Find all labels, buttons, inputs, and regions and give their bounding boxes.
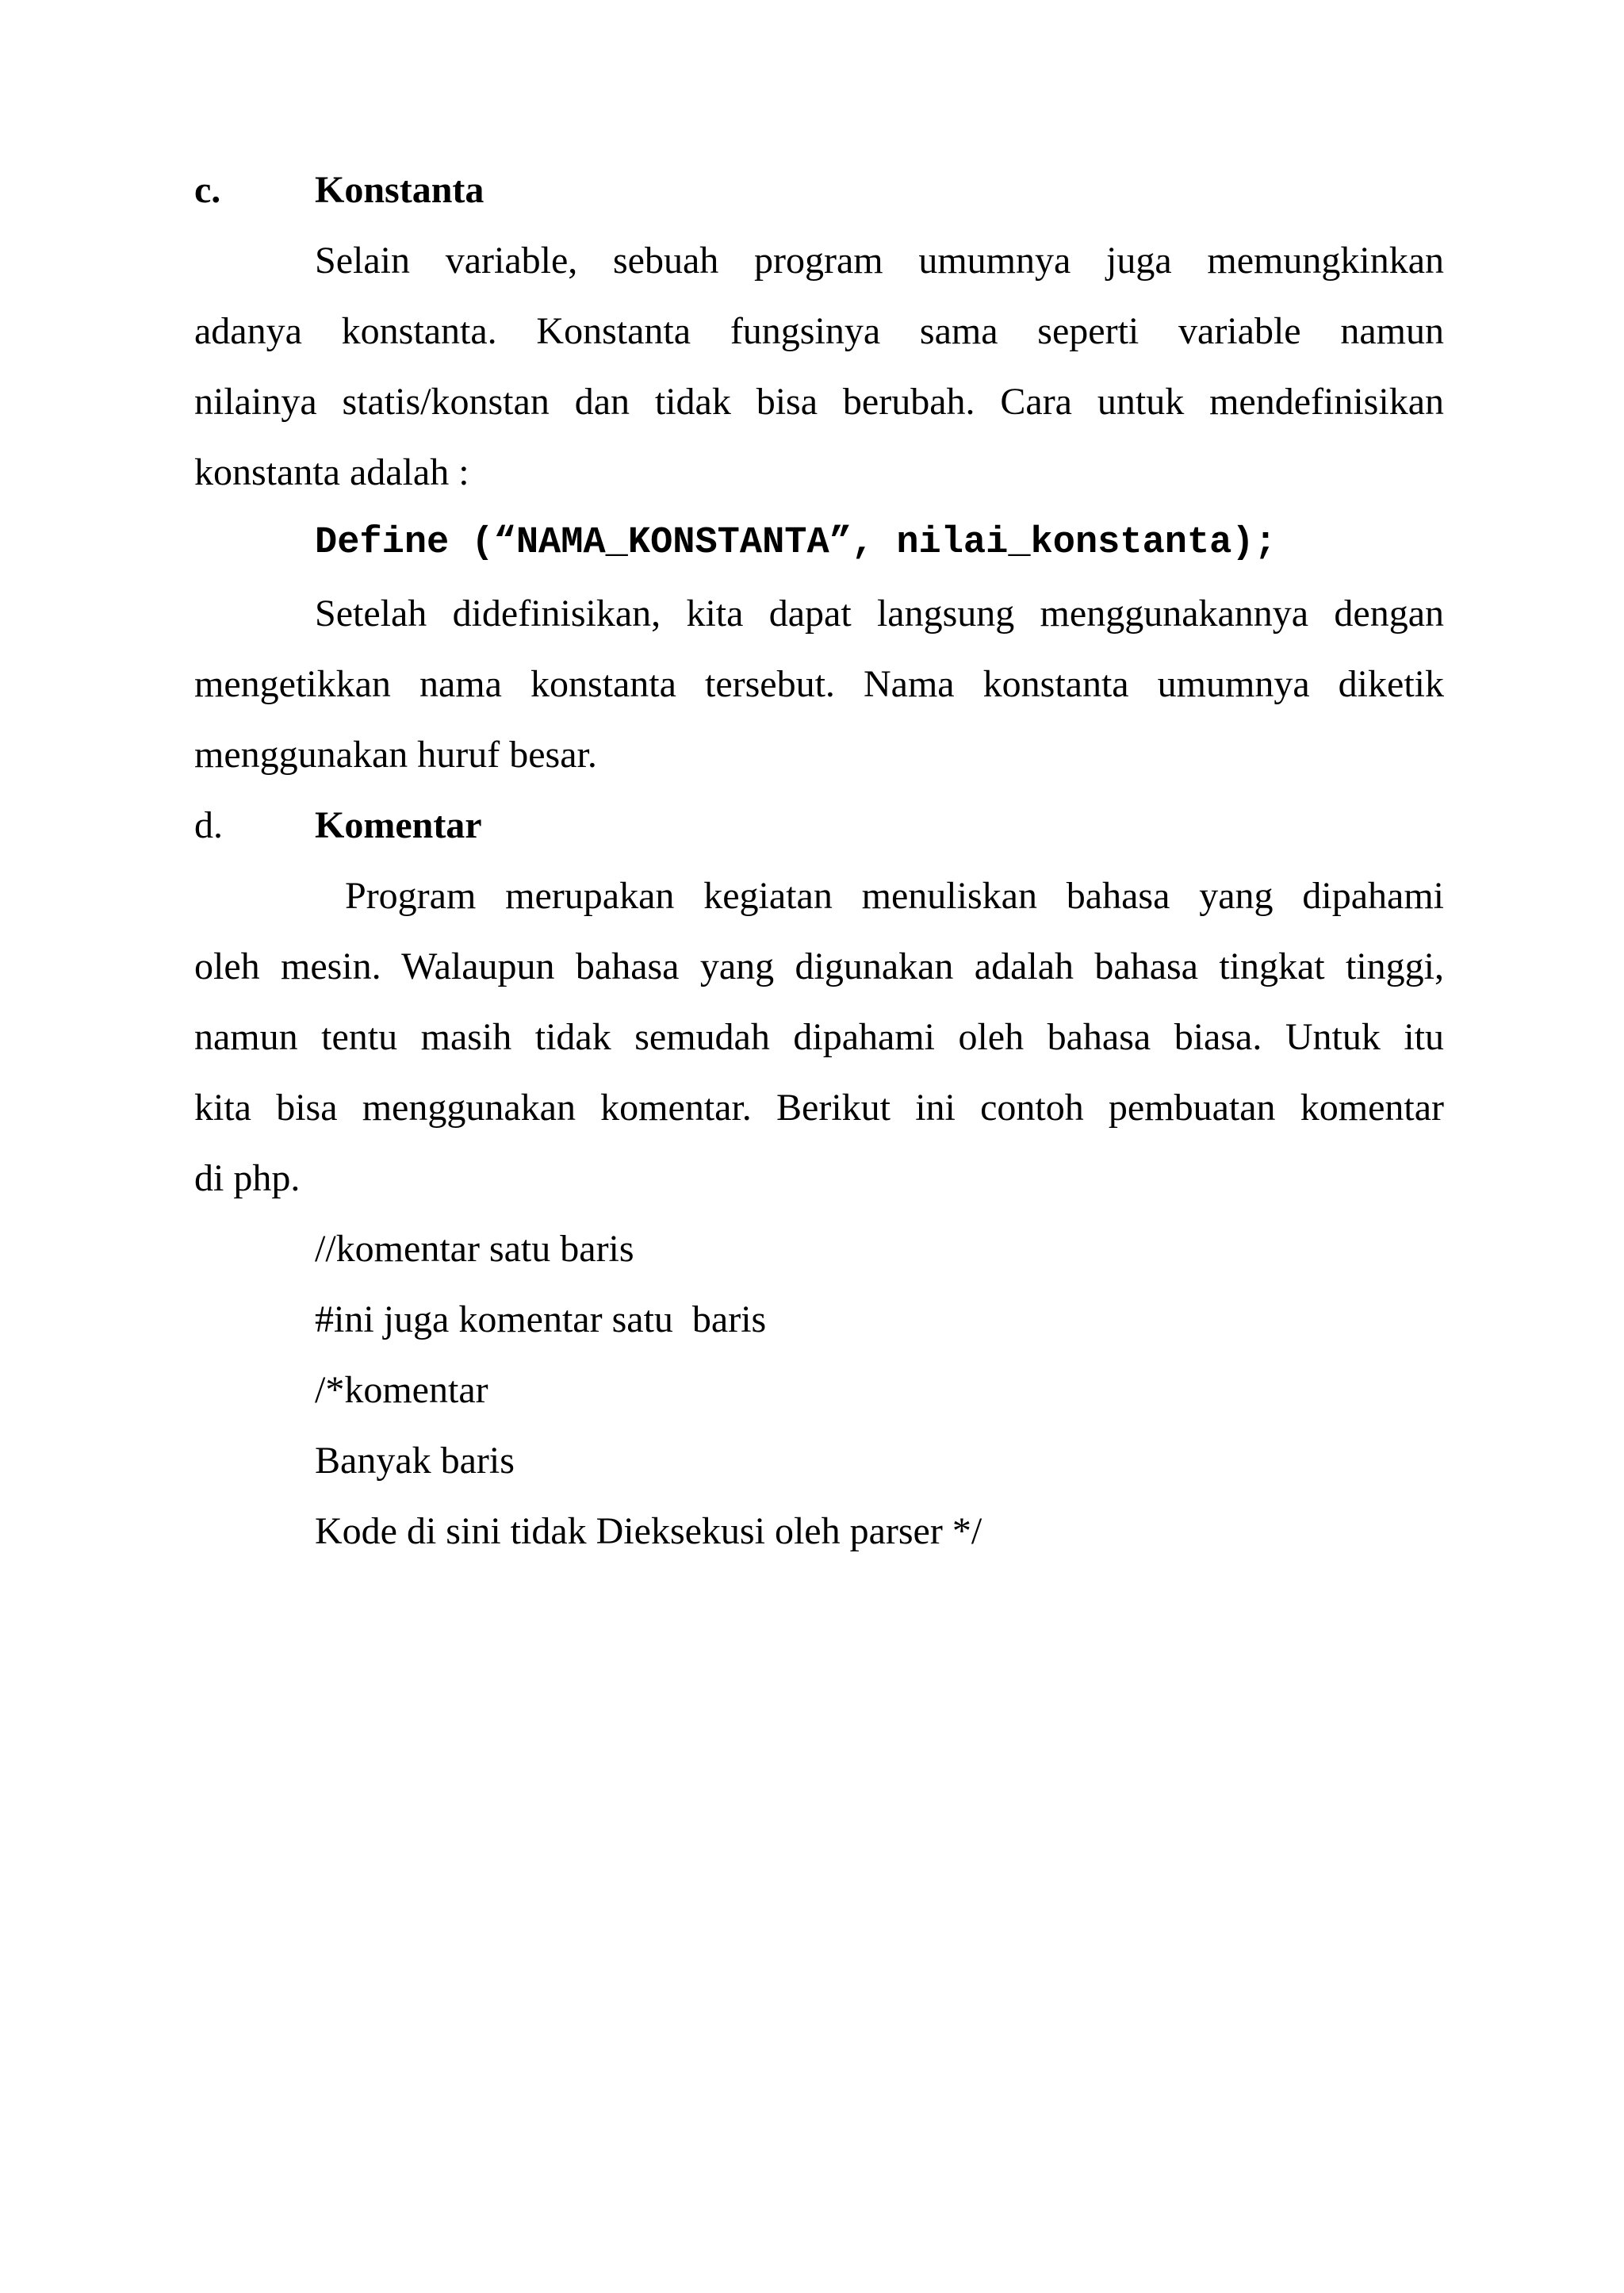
section-d-paragraph1-line5: di php. bbox=[194, 1157, 301, 1199]
section-d-marker: d. bbox=[194, 804, 223, 846]
section-d-paragraph1-line3: namun tentu masih tidak semudah dipahami oleh bahasa biasa. Untuk itu bbox=[194, 1016, 1444, 1058]
section-c-paragraph1-line1: Selain variable, sebuah program umumnya juga memungkinkan bbox=[315, 240, 1444, 282]
comment-example-line3: /*komentar bbox=[315, 1369, 488, 1411]
section-c-heading bbox=[194, 155, 1444, 225]
comment-example-line5: Kode di sini tidak Dieksekusi oleh parser */ bbox=[315, 1510, 982, 1552]
define-code-line: Define (“NAMA_KONSTANTA”, nilai_konstanta); bbox=[315, 522, 1277, 564]
section-c-paragraph1-line4: konstanta adalah : bbox=[194, 451, 469, 493]
section-c-paragraph1-line2: adanya konstanta. Konstanta fungsinya sama seperti variable namun bbox=[194, 310, 1444, 352]
section-d-paragraph1-line2: oleh mesin. Walaupun bahasa yang digunakan adalah bahasa tingkat tinggi, bbox=[194, 945, 1444, 987]
comment-example-line2: #ini juga komentar satu baris bbox=[315, 1298, 767, 1340]
section-c-paragraph2-line3: menggunakan huruf besar. bbox=[194, 734, 597, 776]
section-d-heading bbox=[194, 790, 1444, 861]
document-content bbox=[194, 155, 1444, 1566]
section-c-paragraph2-line2: mengetikkan nama konstanta tersebut. Nama konstanta umumnya diketik bbox=[194, 663, 1444, 705]
comment-example-line4: Banyak baris bbox=[315, 1440, 515, 1482]
section-d-paragraph1-line4: kita bisa menggunakan komentar. Berikut ini contoh pembuatan komentar bbox=[194, 1087, 1444, 1129]
section-c-title: Konstanta bbox=[315, 169, 485, 211]
comment-example-line1: //komentar satu baris bbox=[315, 1228, 634, 1270]
section-c-marker: c. bbox=[194, 169, 221, 211]
section-c-paragraph2-line1: Setelah didefinisikan, kita dapat langsung menggunakannya dengan bbox=[315, 592, 1444, 635]
section-d-paragraph1-line1: Program merupakan kegiatan menuliskan bahasa yang dipahami bbox=[345, 875, 1444, 917]
section-d-title: Komentar bbox=[315, 804, 482, 846]
section-c-paragraph1-line3: nilainya statis/konstan dan tidak bisa berubah. Cara untuk mendefinisikan bbox=[194, 381, 1444, 423]
